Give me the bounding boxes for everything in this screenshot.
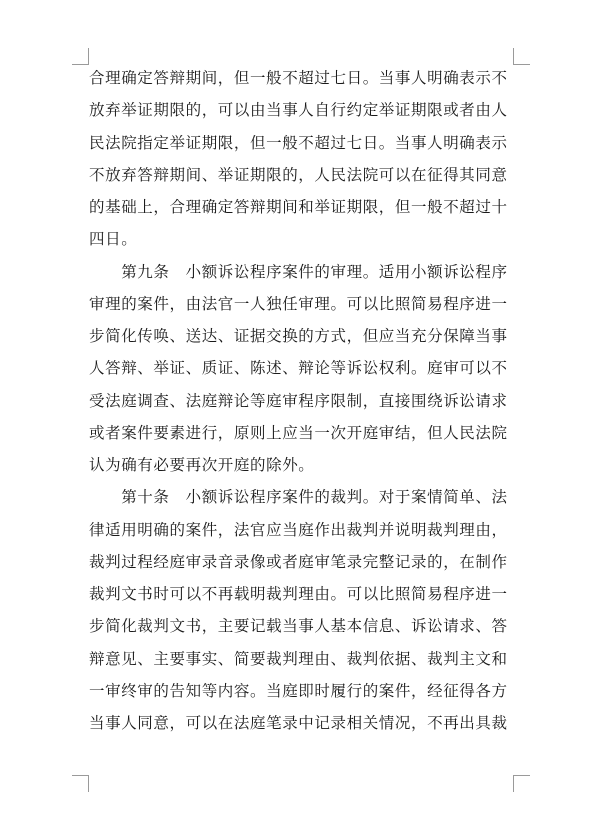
text-line: 律适用明确的案件，法官应当庭作出裁判并说明裁判理由， [89, 520, 508, 539]
corner-mark-top-right [513, 48, 530, 65]
text-line: 步简化传唤、送达、证据交换的方式，但应当充分保障当事 [89, 327, 508, 345]
text-line: 放弃举证期限的，可以由当事人自行约定举证期限或者由人 [89, 101, 508, 120]
body-text [89, 62, 513, 739]
text-line: 人答辩、举证、质证、陈述、辩论等诉讼权利。庭审可以不 [89, 359, 508, 378]
text-line: 合理确定答辩期间，但一般不超过七日。当事人明确表示不 [89, 69, 508, 87]
text-line: 的基础上，合理确定答辩期间和举证期限，但一般不超过十 [89, 198, 508, 216]
text-line: 民法院指定举证期限，但一般不超过七日。当事人明确表示 [89, 133, 508, 152]
corner-mark-bottom-right [513, 775, 530, 792]
text-line: 辩意见、主要事实、简要裁判理由、裁判依据、裁判主文和 [89, 649, 508, 668]
text-line: 认为确有必要再次开庭的除外。 [89, 456, 315, 474]
text-line: 一审终审的告知等内容。当庭即时履行的案件，经征得各方 [89, 681, 508, 700]
text-line: 裁判过程经庭审录音录像或者庭审笔录完整记录的，在制作 [89, 552, 508, 571]
text-line: 或者案件要素进行，原则上应当一次开庭审结，但人民法院 [89, 423, 508, 442]
text-line: 步简化裁判文书，主要记载当事人基本信息、诉讼请求、答 [89, 617, 508, 636]
text-line: 当事人同意，可以在法庭笔录中记录相关情况，不再出具裁 [89, 714, 508, 732]
text-line: 受法庭调查、法庭辩论等庭审程序限制，直接围绕诉讼请求 [89, 391, 508, 410]
corner-mark-top-left [72, 48, 89, 65]
article-10-heading-line: 第十条 小额诉讼程序案件的裁判。对于案情简单、法 [89, 488, 508, 507]
text-line: 不放弃答辩期间、举证期限的，人民法院可以在征得其同意 [89, 165, 508, 184]
text-line: 裁判文书时可以不再载明裁判理由。可以比照简易程序进一 [89, 585, 508, 603]
text-line: 四日。 [89, 230, 138, 249]
text-line: 审理的案件，由法官一人独任审理。可以比照简易程序进一 [89, 294, 508, 313]
article-9-heading-line: 第九条 小额诉讼程序案件的审理。适用小额诉讼程序 [89, 262, 508, 281]
corner-mark-bottom-left [72, 775, 89, 792]
